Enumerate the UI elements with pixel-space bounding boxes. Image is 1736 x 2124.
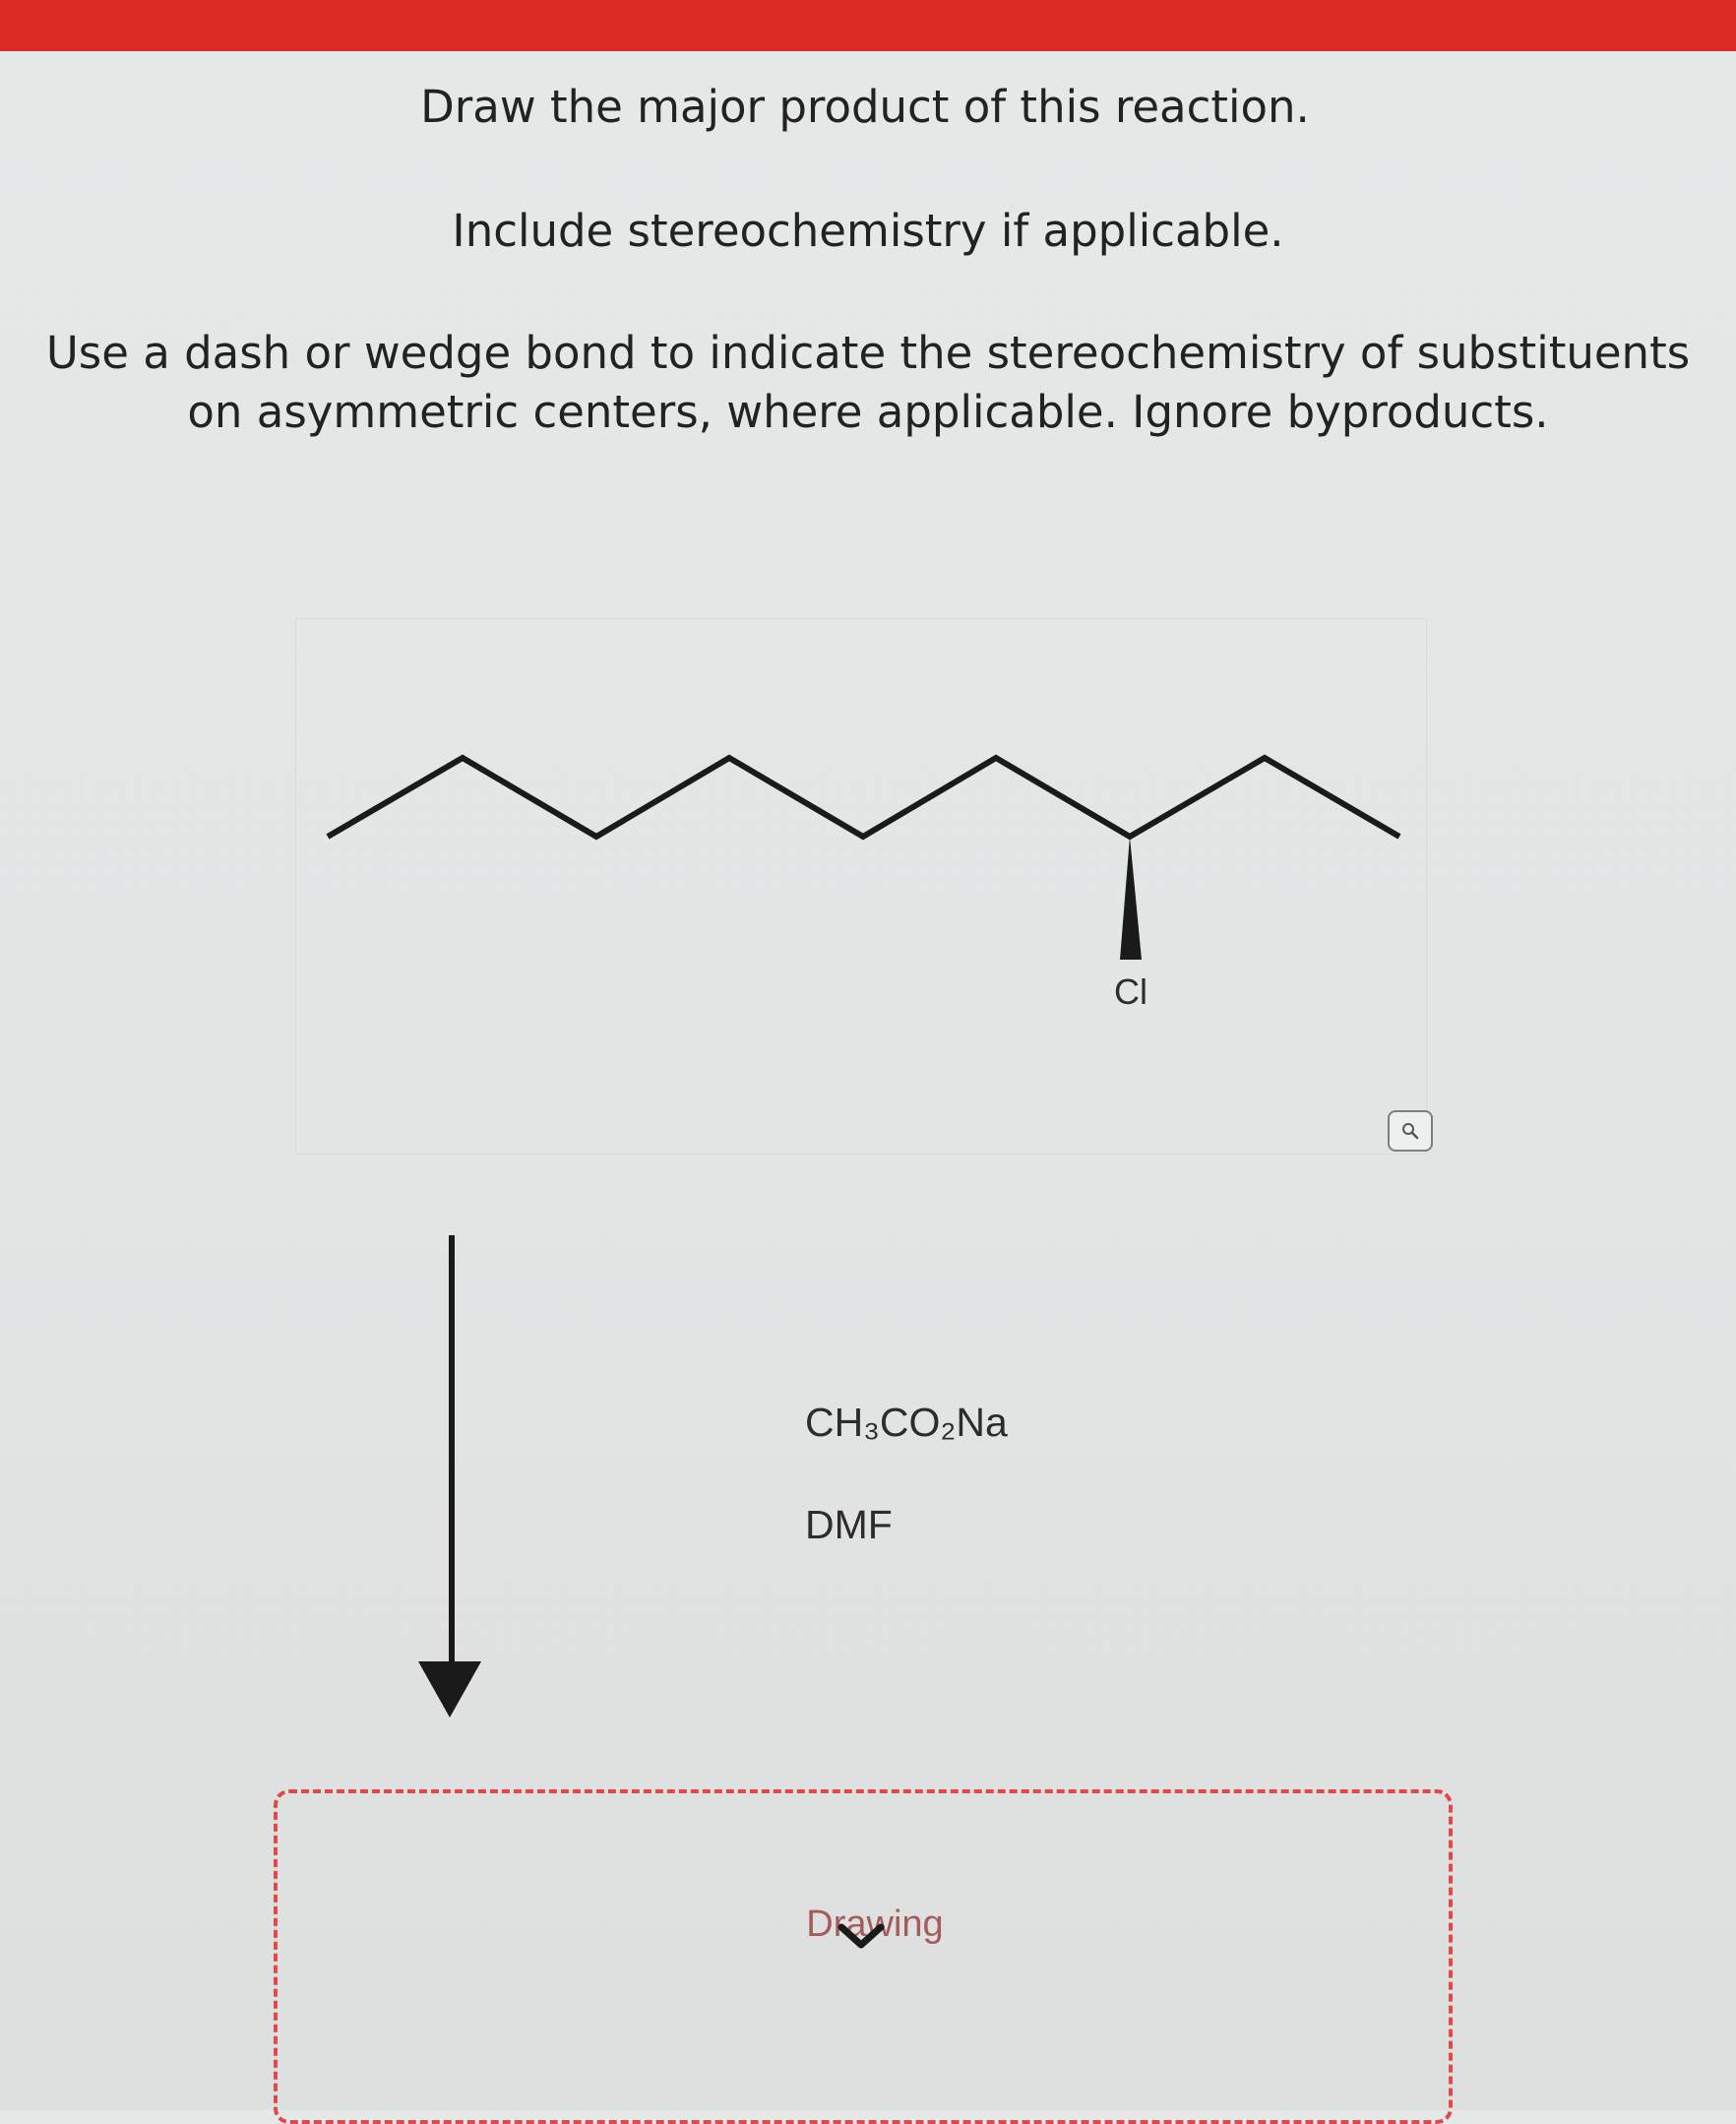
chlorine-label: Cl — [1114, 971, 1147, 1012]
chevron-down-icon[interactable] — [836, 1919, 887, 1953]
reagent-label: CH₃CO₂Na — [805, 1400, 1008, 1445]
product-drawing-area[interactable] — [274, 1789, 1453, 2124]
question-title: Draw the major product of this reaction. — [420, 81, 1310, 133]
question-subtitle: Include stereochemistry if applicable. — [452, 205, 1284, 257]
question-instructions-line-1: Use a dash or wedge bond to indicate the stereochemistry of substituents — [45, 327, 1691, 379]
question-instructions-line-2: on asymmetric centers, where applicable. Ignore byproducts. — [187, 386, 1549, 438]
drawing-label: Drawing — [806, 1904, 944, 1945]
solvent-label: DMF — [805, 1502, 893, 1547]
